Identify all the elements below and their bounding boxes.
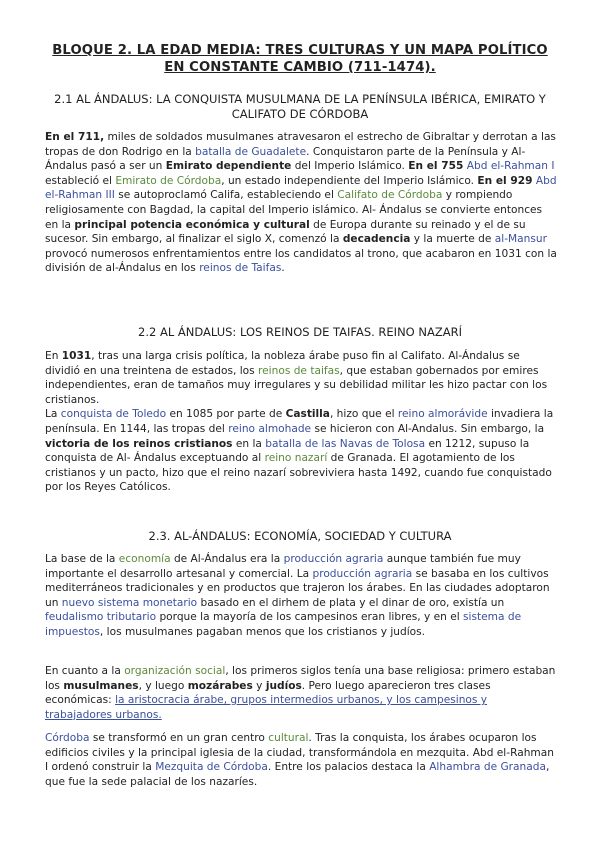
text: basado en el dirhem de plata y el dinar de oro, existía un <box>197 596 505 609</box>
text: . <box>281 262 285 275</box>
text: , hizo que el <box>329 408 398 421</box>
text: , un estado independiente del Imperio Islámico. <box>221 174 478 187</box>
text-keyword: organización social <box>124 665 226 677</box>
text: , los musulmanes pagaban menos que los cristianos y judíos. <box>99 625 426 638</box>
text: en 1085 por parte de <box>166 408 286 421</box>
text-bold: Emirato dependiente <box>165 160 292 173</box>
text-bold: decadencia <box>342 233 411 246</box>
text: estableció el <box>45 174 116 187</box>
text-bold: Castilla <box>285 408 330 421</box>
text: de Europa durante su reinado y el de su sucesor. Sin embargo, al finalizar el siglo X, comenzó la <box>45 218 526 246</box>
text: se transformó en un gran centro <box>89 732 269 744</box>
text-keyword: Córdoba <box>45 732 90 744</box>
text: , tras una larga crisis política, la nobleza árabe puso fin al Califato. Al-Ándalus se dividió en una treintena de estados, los <box>45 350 520 377</box>
text: en 1212, supuso la conquista de Al- Ándalus exceptuando al <box>45 437 530 465</box>
text: , que fue la sede palacial de los nazaríes. <box>45 761 550 788</box>
text-bold: victoria de los reinos cristianos <box>45 437 233 450</box>
text: En <box>45 350 62 362</box>
text: La base de la <box>45 553 119 565</box>
text-bold: En el 711, <box>45 131 105 143</box>
text: se basaba en los cultivos mediterráneos tradicionales y en productos que trajeron los árabes. En las ciudades adoptaron un <box>45 567 550 609</box>
text-bold: musulmanes <box>63 679 139 692</box>
section-2-3-paragraph-2 <box>45 664 557 722</box>
text: y la muerte de <box>410 233 495 246</box>
text-keyword: feudalismo tributario <box>45 611 157 624</box>
section-2-1-paragraph <box>45 130 557 276</box>
section-heading-2-1: 2.1 AL ÁNDALUS: LA CONQUISTA MUSULMANA DE LA PENÍNSULA IBÉRICA, EMIRATO Y CALIFATO DE CÓRDOBA <box>54 92 546 121</box>
text-keyword: conquista de Toledo <box>60 408 167 421</box>
text: , que estaban gobernados por emires independientes, eran de tamaños muy irregulares y su debilidad militar les hizo pactar con los cristianos. <box>45 364 548 406</box>
text-keyword: reino almorávide <box>397 408 488 421</box>
section-2-3-paragraph-1 <box>45 552 557 640</box>
text: . Entre los palacios destaca la <box>267 761 430 774</box>
text-bold: judíos <box>265 679 302 692</box>
text-keyword: Califato de Córdoba <box>337 189 443 202</box>
text-keyword: sistema de impuestos <box>45 611 522 638</box>
text-keyword: la aristocracia árabe, grupos intermedios urbanos, y los campesinos y trabajadores urbanos. <box>45 694 488 721</box>
section-heading-2-2: 2.2 AL ÁNDALUS: LOS REINOS DE TAIFAS. REINO NAZARÍ <box>138 325 462 339</box>
text-keyword: Abd el-Rahman I <box>466 160 555 173</box>
text-bold: mozárabes <box>187 679 253 692</box>
text: en la <box>232 437 266 450</box>
text: aunque también fue muy importante el desarrollo artesanal y comercial. La <box>45 553 521 580</box>
text: se hicieron con Al-Andalus. Sin embargo, la <box>311 422 545 435</box>
text: . Tras la conquista, los árabes ocuparon los edificios civiles y la principal iglesia de la ciudad, transformándola en mezquita. Abd el-Rahman I ordenó construir la <box>45 732 554 774</box>
text: miles de soldados musulmanes atravesaron el estrecho de Gibraltar y derrotan a las tropas de don Rodrigo en la <box>45 131 556 158</box>
text: , y luego <box>138 679 188 692</box>
text-keyword: producción agraria <box>283 553 384 565</box>
text: . Conquistaron parte de la Península y Al- Ándalus pasó a ser un <box>45 145 526 173</box>
text: , los primeros siglos tenía una base religiosa: primero estaban los <box>45 665 556 692</box>
text: La <box>45 408 61 421</box>
text: provocó numerosos enfrentamientos entre los candidatos al trono, que acabaron en 1031 con la división de al-Ándalus en los <box>45 247 557 275</box>
text-keyword: batalla de Guadalete <box>195 145 307 158</box>
text: y <box>252 679 266 692</box>
section-heading-2-3: 2.3. AL-ÁNDALUS: ECONOMÍA, SOCIEDAD Y CULTURA <box>148 529 452 543</box>
section-2-2-paragraph <box>45 349 557 495</box>
text-keyword: reinos de Taifas <box>199 262 282 275</box>
text-bold: En el 929 <box>477 174 533 187</box>
text-keyword: reino nazarí <box>264 452 328 465</box>
text: de Al-Ándalus era la <box>170 553 284 565</box>
text: se autoproclamó Califa, estableciendo el <box>114 189 338 202</box>
text-keyword: reinos de taifas <box>258 364 340 377</box>
text: . Pero luego aparecieron tres clases económicas: <box>45 679 491 707</box>
text-bold: 1031 <box>61 350 92 362</box>
text-keyword: al-Mansur <box>494 233 547 246</box>
text-keyword: Alhambra de Granada <box>429 761 546 774</box>
text-bold: En el 755 <box>408 160 464 173</box>
text-keyword: producción agraria <box>312 567 413 580</box>
text-keyword: cultural <box>268 732 309 744</box>
text-keyword: nuevo sistema monetario <box>61 596 198 609</box>
text-bold: principal potencia económica y cultural <box>74 218 310 231</box>
text-keyword: economía <box>118 553 171 565</box>
document-title: BLOQUE 2. LA EDAD MEDIA: TRES CULTURAS Y UN MAPA POLÍTICO EN CONSTANTE CAMBIO (711-1474). <box>52 43 548 75</box>
text: invadiera la península. En 1144, las tropas del <box>45 408 554 435</box>
text: porque la mayoría de los campesinos eran libres, y en el <box>156 611 464 624</box>
text-keyword: batalla de las Navas de Tolosa <box>265 437 426 450</box>
section-2-3-paragraph-3 <box>45 731 557 789</box>
text: de Granada. El agotamiento de los cristianos y un pacto, hizo que el reino nazarí sobreviviera hasta 1492, cuando fue conquistado por los Reyes Católicos. <box>45 452 552 494</box>
text-keyword: Emirato de Córdoba <box>115 174 222 187</box>
text-keyword: Mezquita de Córdoba <box>155 761 268 774</box>
text-keyword: Abd el-Rahman III <box>45 174 557 202</box>
text: del Imperio Islámico. <box>291 160 409 173</box>
text-keyword: reino almohade <box>228 422 312 435</box>
text: En cuanto a la <box>45 665 125 677</box>
text: y rompiendo religiosamente con Bagdad, la capital del Imperio islámico. Al- Ándalus se convierte entonces en la <box>45 189 543 231</box>
